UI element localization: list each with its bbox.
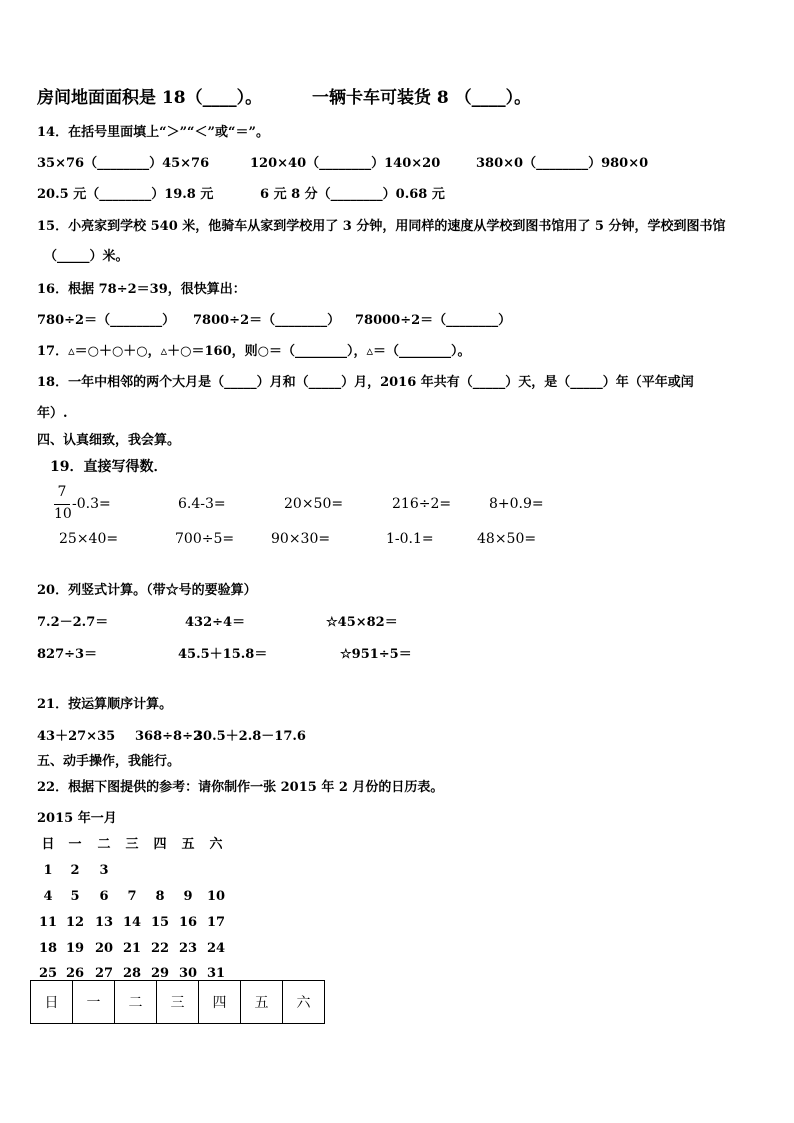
q21-item-1: 43＋27×35: [37, 729, 116, 744]
q16-item-1: 780÷2＝（________）: [37, 313, 176, 328]
q14-r2-b: 6 元 8 分（________）0.68 元: [260, 187, 445, 202]
calendar-day: 5: [70, 889, 80, 904]
calendar-weekday: 六: [209, 837, 223, 852]
calendar-day: 22: [150, 941, 170, 956]
q14-r1-b: 120×40（________）140×20: [250, 156, 441, 171]
calendar-day: 15: [150, 915, 170, 930]
q16-item-2: 7800÷2＝（________）: [193, 313, 341, 328]
q21-item-3: 30.5＋2.8－17.6: [194, 729, 306, 744]
calendar-day: 14: [122, 915, 142, 930]
q19-title: 19．直接写得数．: [50, 459, 168, 475]
calendar-day: 30: [178, 966, 198, 981]
calendar-day: 9: [183, 889, 193, 904]
q19-r1-3: 20×50=: [284, 496, 344, 512]
q19-r2-3: 90×30=: [271, 531, 331, 547]
calendar-day: 20: [94, 941, 114, 956]
top-question-right: 一辆卡车可装货 8 （____）。: [312, 88, 532, 108]
q15-line1: 15．小亮家到学校 540 米，他骑车从家到学校用了 3 分钟，用同样的速度从学校到图书馆用了 5 分钟，学校到图书馆: [37, 219, 726, 234]
calendar-day: 18: [38, 941, 58, 956]
calendar-day: 28: [122, 966, 142, 981]
q20-r1-2: 432÷4＝: [185, 615, 246, 630]
q20-r2-3: ☆951÷5＝: [340, 647, 412, 662]
calendar-day: 10: [206, 889, 226, 904]
q14-r1-a: 35×76（________）45×76: [37, 156, 210, 171]
fraction-numerator: 7: [57, 484, 67, 500]
calendar-day: 2: [70, 863, 80, 878]
calendar-day: 6: [99, 889, 109, 904]
section-4-heading: 四、认真细致，我会算。: [37, 433, 181, 448]
q17: 17．▵＝○＋○＋○，▵＋○＝160，则○＝（________），▵＝（________）。: [37, 344, 471, 359]
calendar-day: 17: [206, 915, 226, 930]
calendar-weekday: 一: [68, 837, 82, 852]
table-header-cell: 二: [115, 981, 157, 1024]
calendar-day: 11: [38, 915, 58, 930]
calendar-day: 13: [94, 915, 114, 930]
q19-r1-2: 6.4-3=: [178, 496, 226, 512]
calendar-day: 1: [43, 863, 53, 878]
q16-item-3: 78000÷2＝（________）: [355, 313, 512, 328]
calendar-weekday: 三: [125, 837, 139, 852]
q20-title: 20．列竖式计算。（带☆号的要验算）: [37, 583, 257, 598]
table-header-cell: 一: [73, 981, 115, 1024]
q19-r2-5: 48×50=: [477, 531, 537, 547]
calendar-day: 24: [206, 941, 226, 956]
calendar-day: 25: [38, 966, 58, 981]
calendar-day: 3: [99, 863, 109, 878]
top-question-left: 房间地面面积是 18（____）。: [37, 88, 263, 108]
q22: 22．根据下图提供的参考：请你制作一张 2015 年 2 月份的日历表。: [37, 780, 444, 795]
q16-title: 16．根据 78÷2＝39，很快算出：: [37, 282, 246, 297]
calendar-day: 8: [155, 889, 165, 904]
q21-title: 21．按运算顺序计算。: [37, 697, 173, 712]
table-header-cell: 四: [199, 981, 241, 1024]
q14-title: 14．在括号里面填上“＞”“＜”或“＝”。: [37, 125, 269, 140]
table-header-row: [31, 981, 325, 1024]
calendar-day: 21: [122, 941, 142, 956]
q14-r1-c: 380×0（________）980×0: [476, 156, 649, 171]
q20-r2-2: 45.5＋15.8＝: [178, 647, 268, 662]
calendar-weekday: 四: [153, 837, 167, 852]
q21-item-2: 368÷8÷2: [135, 729, 203, 744]
q19-r1-1: -0.3=: [72, 496, 111, 512]
q14-r2-a: 20.5 元（________）19.8 元: [37, 187, 214, 202]
table-header-cell: 六: [283, 981, 325, 1024]
calendar-day: 23: [178, 941, 198, 956]
fraction-bar: [54, 504, 70, 505]
q19-r2-1: 25×40=: [59, 531, 119, 547]
calendar-day: 12: [65, 915, 85, 930]
table-header-cell: 三: [157, 981, 199, 1024]
calendar-day: 26: [65, 966, 85, 981]
q19-r2-2: 700÷5=: [175, 531, 235, 547]
calendar-day: 16: [178, 915, 198, 930]
q20-r1-3: ☆45×82＝: [326, 615, 398, 630]
table-header-cell: 日: [31, 981, 73, 1024]
table-header-cell: 五: [241, 981, 283, 1024]
q15-line2: （_____）米。: [44, 249, 129, 264]
calendar-day: 29: [150, 966, 170, 981]
q19-r2-4: 1-0.1=: [386, 531, 434, 547]
fraction-denominator: 10: [54, 506, 72, 522]
calendar-title: 2015 年一月: [37, 811, 117, 826]
calendar-day: 7: [127, 889, 137, 904]
calendar-day: 4: [43, 889, 53, 904]
calendar-weekday: 二: [97, 837, 111, 852]
calendar-day: 19: [65, 941, 85, 956]
section-5-heading: 五、动手操作，我能行。: [37, 754, 181, 769]
q20-r2-1: 827÷3＝: [37, 647, 98, 662]
q20-r1-1: 7.2－2.7＝: [37, 615, 109, 630]
q18-line2: 年）.: [37, 406, 68, 421]
blank-calendar-table: [30, 980, 325, 1024]
calendar-weekday: 日: [41, 837, 55, 852]
q18-line1: 18．一年中相邻的两个大月是（_____）月和（_____）月，2016 年共有（_____）天，是（_____）年（平年或闰: [37, 375, 694, 390]
calendar-weekday: 五: [181, 837, 195, 852]
q19-r1-5: 8+0.9=: [489, 496, 544, 512]
calendar-day: 31: [206, 966, 226, 981]
q19-r1-4: 216÷2=: [392, 496, 452, 512]
calendar-day: 27: [94, 966, 114, 981]
